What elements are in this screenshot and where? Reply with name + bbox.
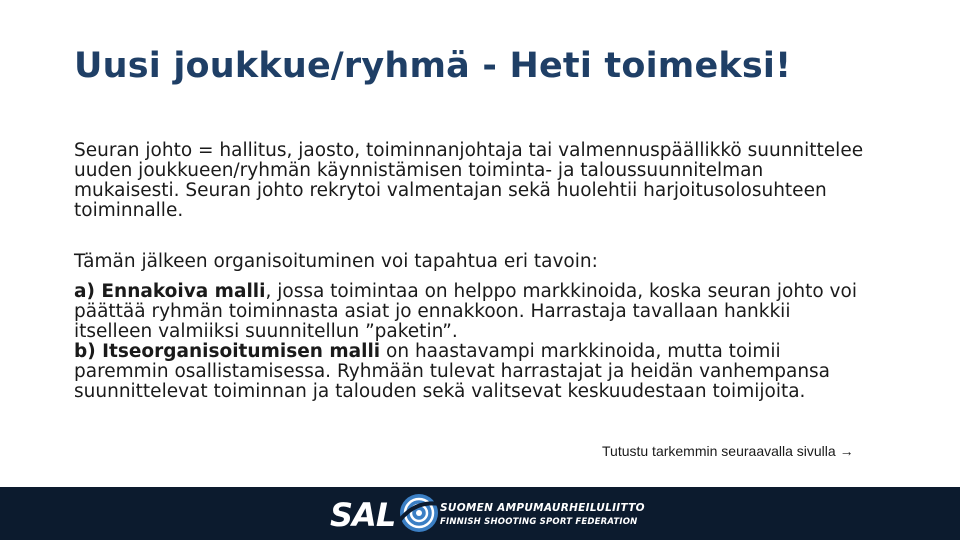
target-icon: [396, 490, 442, 536]
lead-sentence: Tämän jälkeen organisoituminen voi tapahtua eri tavoin:: [74, 251, 598, 272]
option-b-paragraph: [74, 342, 874, 402]
page-title: Uusi joukkue/ryhmä - Heti toimeksi!: [74, 46, 792, 86]
logo-name-fi: SUOMEN AMPUMAURHEILULIITTO: [440, 502, 645, 514]
intro-paragraph: Seuran johto = hallitus, jaosto, toiminnanjohtaja tai valmennuspäällikkö suunnittelee uuden joukkueen/ryhmän käynnistämisen toiminta- ja taloussuunnitelman mukaisesti. Seuran johto rekrytoi valmentajan sekä huolehtii harjoitusolosuhteen toiminnalle.: [74, 140, 864, 221]
option-b-text: on haastavampi markkinoida, mutta toimii paremmin osallistamisessa. Ryhmään tulevat harrastajat ja heidän vanhempansa suunnittelevat toiminnan ja talouden sekä valitsevat keskuudestaan toimijoita.: [74, 341, 831, 402]
paragraph-gap: [74, 221, 874, 252]
arrow-right-icon: →: [839, 443, 854, 459]
logo-name-en: FINNISH SHOOTING SPORT FEDERATION: [440, 517, 638, 527]
next-page-link[interactable]: [602, 443, 854, 459]
logo-abbreviation: SAL: [330, 496, 396, 534]
next-page-link-text: Tutustu tarkemmin seuraavalla sivulla: [602, 443, 836, 459]
option-b-label: b) Itseorganisoitumisen malli: [74, 341, 381, 362]
option-a-text: , jossa toimintaa on helppo markkinoida, koska seuran johto voi päättää ryhmän toiminnasta asiat jo ennakkoon. Harrastaja tavallaan hankkii itselleen valmiiksi suunnitellun ”paketin”.: [74, 281, 857, 342]
option-a-paragraph: [74, 282, 874, 342]
sal-logo: [326, 490, 645, 538]
option-a-label: a) Ennakoiva malli: [74, 281, 266, 302]
slide-body: [74, 141, 874, 402]
